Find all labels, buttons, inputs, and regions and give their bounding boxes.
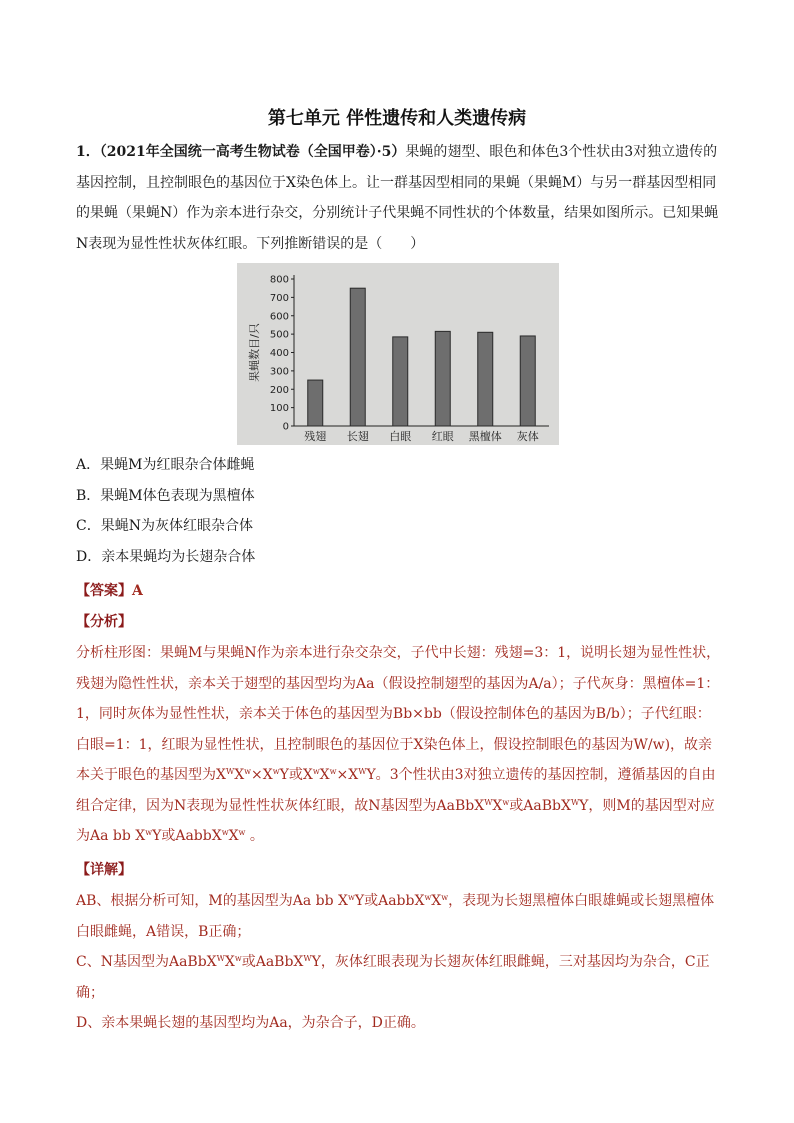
genotype-text: ×X (336, 767, 359, 783)
answer-label: 【答案】 (76, 583, 132, 599)
genotype-text: X (228, 828, 239, 844)
genotype-text: X (234, 767, 245, 783)
allele-sup: W (358, 767, 367, 776)
y-tick-label: 300 (269, 366, 289, 378)
genotype-text: Y。 (366, 767, 390, 783)
y-tick-label: 500 (269, 329, 289, 341)
y-axis-title: 果蝇数目/只 (248, 323, 261, 382)
allele-sup: W (216, 954, 225, 963)
bar-chart-figure (237, 263, 559, 445)
detail-text-part: Y，灰体红眼表现为长翅灰体红眼雌蝇，三对基因均为杂合，C正确； (76, 954, 710, 1001)
genotype-text: X (216, 767, 226, 783)
allele-sup: w (312, 767, 320, 776)
genotype-text: X (492, 797, 503, 814)
genotype-text: ×X (251, 767, 273, 783)
detail-text-part: X (224, 954, 235, 970)
bar-chart (237, 263, 559, 445)
detail-text-part: AB、根据分析可知，M的基因型为Aa bb X (76, 893, 348, 909)
detail-text-part: C、N基因型为AaBbX (76, 954, 217, 970)
analysis-label: 【分析】 (76, 614, 132, 630)
analysis-label-row (76, 607, 722, 638)
y-tick-label: 600 (269, 311, 289, 323)
detail-c (76, 954, 710, 1001)
x-tick-label: 白眼 (389, 430, 412, 443)
genotype-text: X (319, 767, 330, 783)
allele-sup: w (329, 767, 337, 776)
x-tick-label: 残翅 (304, 430, 327, 443)
detail-text-part: ，表现为长翅黑檀体白眼雄蝇或长翅黑檀体白眼雌蝇，A错误，B正确； (76, 893, 715, 940)
question-number: 1． (76, 144, 100, 160)
genotype-text: 或AaBbX (509, 797, 571, 814)
bar (478, 332, 493, 426)
y-tick-label: 200 (269, 384, 289, 396)
bar (393, 337, 408, 426)
genotype-text: Y，则M的基因型对应为Aa bb X (76, 797, 715, 844)
allele-sup: w (145, 828, 153, 837)
allele-sup: w (424, 893, 432, 902)
y-tick-label: 100 (269, 403, 289, 415)
allele-sup: w (221, 828, 229, 837)
bar (308, 380, 323, 426)
x-tick-label: 灰体 (516, 430, 539, 443)
detail-d: D、亲本果蝇长翅的基因型均为Aa，为杂合子，D正确。 (76, 1015, 425, 1031)
allele-sup: w (244, 767, 252, 776)
option-c[interactable]: C．果蝇N为灰体红眼杂合体 (76, 518, 253, 534)
allele-sup: w (272, 767, 280, 776)
bar (350, 288, 365, 426)
allele-sup: W (303, 954, 312, 963)
detail-text-part: Y或AabbX (354, 893, 425, 909)
detail-ab (76, 893, 714, 940)
allele-sup: W (225, 767, 235, 776)
x-tick-label: 长翅 (346, 430, 369, 443)
detail-text-part: 或AaBbX (241, 954, 304, 970)
analysis-text (76, 638, 722, 852)
option-d[interactable]: D．亲本果蝇均为长翅杂合体 (76, 548, 256, 565)
x-tick-label: 黑檀体 (468, 430, 502, 443)
analysis-p1: 分析柱形图：果蝇M与果蝇N作为亲本进行杂交杂交，子代中长翅：残翅=3：1，说明长翅为显性性状，残翅为隐性性状，亲本关于翅型的基因型均为Aa（假设控制翅型的基因为A/a）；子代灰身：黑檀体=1：1，同时灰体为显性性状，亲本关于体色的基因型为Bb×bb（假设控制体色的基因为B/b）；子代红眼：白眼=1：1，红眼为显性性状，且控制眼色的基因位于X染色体上，假设控制眼色的基因为W/w)，故亲本关于眼色的基因型为 (76, 645, 721, 783)
genotype-text: Y或X (279, 767, 313, 783)
options-list (76, 450, 722, 572)
unit-title: 第七单元 伴性遗传和人类遗传病 (267, 108, 527, 129)
genotype-text: 。 (245, 828, 264, 844)
allele-sup: w (441, 893, 449, 902)
detail-label-row (76, 855, 722, 886)
y-tick-label: 700 (269, 292, 289, 304)
option-a[interactable]: A．果蝇M为红眼杂合体雌蝇 (76, 457, 255, 473)
option-b[interactable]: B．果蝇M体色表现为黑檀体 (76, 487, 255, 504)
bar (435, 331, 450, 426)
y-tick-label: 800 (269, 274, 289, 286)
question-source: （2021年全国统一高考生物试卷（全国甲卷）·5） (99, 144, 406, 160)
allele-sup: w (238, 828, 246, 837)
detail-text-part: X (431, 893, 442, 909)
x-tick-label: 红眼 (431, 430, 454, 443)
y-tick-label: 0 (282, 421, 289, 433)
question-1 (76, 137, 722, 259)
allele-sup: w (502, 797, 510, 807)
question-stem: 果蝇的翅型、眼色和体色3个性状由3对独立遗传的基因控制，且控制眼色的基因位于X染色体上。让一群基因型相同的果蝇（果蝇M）与另一群基因型相同的果蝇（果蝇N）作为亲本进行杂交，分别统计子代果蝇不同性状的个体数量，结果如图所示。已知果蝇N表现为显性性状灰体红眼。下列推断错误的是（ ） (76, 144, 719, 252)
answer-section (76, 576, 722, 607)
analysis-p2: 3个性状由3对独立遗传的基因控制，遵循基因的自由组合定律，因为N表现为显性性状灰体红眼，故N基因型为AaBbX (76, 767, 716, 814)
genotype-text: Y或AabbX (152, 828, 222, 844)
bar (520, 336, 535, 426)
y-tick-label: 400 (269, 348, 289, 359)
allele-sup: W (484, 797, 493, 807)
detail-label: 【详解】 (76, 862, 132, 878)
allele-sup: w (234, 954, 242, 963)
detail-text (76, 886, 722, 1039)
allele-sup: W (570, 797, 580, 807)
allele-sup: w (347, 893, 355, 902)
answer-value: A (132, 583, 143, 599)
